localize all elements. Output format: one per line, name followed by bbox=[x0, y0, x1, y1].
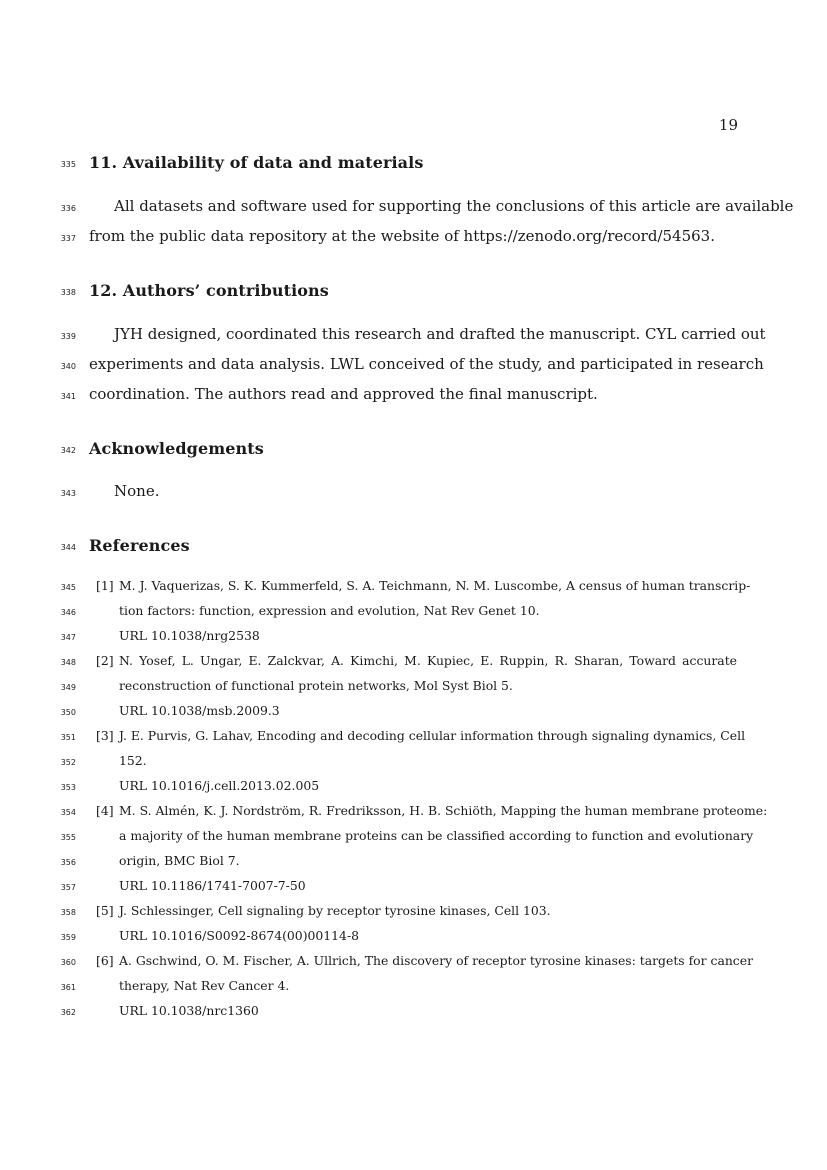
reference-text: reconstruction of functional protein networks, Mol Syst Biol 5. bbox=[119, 678, 513, 693]
line-number: 352 bbox=[60, 758, 76, 767]
reference-number: [5] bbox=[96, 903, 114, 918]
line-number: 356 bbox=[60, 858, 76, 867]
reference-number: [3] bbox=[96, 728, 114, 743]
reference-url: URL 10.1016/S0092-8674(00)00114-8 bbox=[119, 928, 360, 943]
line-number: 338 bbox=[60, 288, 76, 297]
line-number: 349 bbox=[60, 683, 76, 692]
line-number: 358 bbox=[60, 908, 76, 917]
reference-url: URL 10.1038/nrg2538 bbox=[119, 628, 260, 643]
page-number: 19 bbox=[718, 116, 738, 134]
reference-number: [4] bbox=[96, 803, 114, 818]
reference-text: M. S. Almén, K. J. Nordström, R. Fredriksson, H. B. Schiöth, Mapping the human membrane proteome: bbox=[119, 803, 768, 818]
line-number: 354 bbox=[60, 808, 76, 817]
line-number: 344 bbox=[60, 543, 76, 552]
line-number: 340 bbox=[60, 362, 76, 371]
line-number: 336 bbox=[60, 204, 76, 213]
line-number: 350 bbox=[60, 708, 76, 717]
heading-text: 12. Authors’ contributions bbox=[89, 281, 329, 300]
paragraph-text: All datasets and software used for supporting the conclusions of this article are available bbox=[114, 197, 794, 215]
reference-text: M. J. Vaquerizas, S. K. Kummerfeld, S. A. Teichmann, N. M. Luscombe, A census of human transcrip- bbox=[119, 578, 751, 593]
reference-text: a majority of the human membrane proteins can be classified according to function and evolutionary bbox=[119, 828, 754, 843]
line-number: 335 bbox=[60, 160, 76, 169]
reference-text: J. E. Purvis, G. Lahav, Encoding and decoding cellular information through signaling dynamics, Cell bbox=[119, 728, 746, 743]
line-number: 341 bbox=[60, 392, 76, 401]
line-number: 353 bbox=[60, 783, 76, 792]
line-number: 343 bbox=[60, 489, 76, 498]
reference-number: [1] bbox=[96, 578, 114, 593]
reference-url: URL 10.1016/j.cell.2013.02.005 bbox=[119, 778, 320, 793]
heading-text: Acknowledgements bbox=[89, 439, 264, 458]
reference-text: J. Schlessinger, Cell signaling by receptor tyrosine kinases, Cell 103. bbox=[119, 903, 551, 918]
reference-text: A. Gschwind, O. M. Fischer, A. Ullrich, The discovery of receptor tyrosine kinases: targets for cancer bbox=[119, 953, 754, 968]
paragraph-text: JYH designed, coordinated this research and drafted the manuscript. CYL carried out bbox=[114, 325, 766, 343]
reference-text: tion factors: function, expression and evolution, Nat Rev Genet 10. bbox=[119, 603, 540, 618]
line-number: 348 bbox=[60, 658, 76, 667]
paragraph-text: from the public data repository at the website of https://zenodo.org/record/54563. bbox=[89, 227, 715, 245]
line-number: 351 bbox=[60, 733, 76, 742]
line-number: 361 bbox=[60, 983, 76, 992]
heading-text: References bbox=[89, 536, 190, 555]
line-number: 345 bbox=[60, 583, 76, 592]
reference-number: [6] bbox=[96, 953, 114, 968]
paragraph-text: experiments and data analysis. LWL conceived of the study, and participated in research bbox=[89, 355, 764, 373]
reference-url: URL 10.1186/1741-7007-7-50 bbox=[119, 878, 306, 893]
line-number: 362 bbox=[60, 1008, 76, 1017]
line-number: 337 bbox=[60, 234, 76, 243]
paragraph-text: None. bbox=[114, 482, 160, 500]
reference-text: 152. bbox=[119, 753, 147, 768]
reference-text: therapy, Nat Rev Cancer 4. bbox=[119, 978, 290, 993]
paragraph-text: coordination. The authors read and approved the final manuscript. bbox=[89, 385, 598, 403]
reference-text: N. Yosef, L. Ungar, E. Zalckvar, A. Kimchi, M. Kupiec, E. Ruppin, R. Sharan, Toward accurate bbox=[119, 653, 737, 668]
reference-url: URL 10.1038/nrc1360 bbox=[119, 1003, 259, 1018]
reference-number: [2] bbox=[96, 653, 114, 668]
line-number: 342 bbox=[60, 446, 76, 455]
line-number: 359 bbox=[60, 933, 76, 942]
line-number: 346 bbox=[60, 608, 76, 617]
reference-text: origin, BMC Biol 7. bbox=[119, 853, 240, 868]
line-number: 357 bbox=[60, 883, 76, 892]
line-number: 360 bbox=[60, 958, 76, 967]
reference-url: URL 10.1038/msb.2009.3 bbox=[119, 703, 280, 718]
heading-text: 11. Availability of data and materials bbox=[89, 153, 424, 172]
line-number: 355 bbox=[60, 833, 76, 842]
line-number: 339 bbox=[60, 332, 76, 341]
line-number: 347 bbox=[60, 633, 76, 642]
